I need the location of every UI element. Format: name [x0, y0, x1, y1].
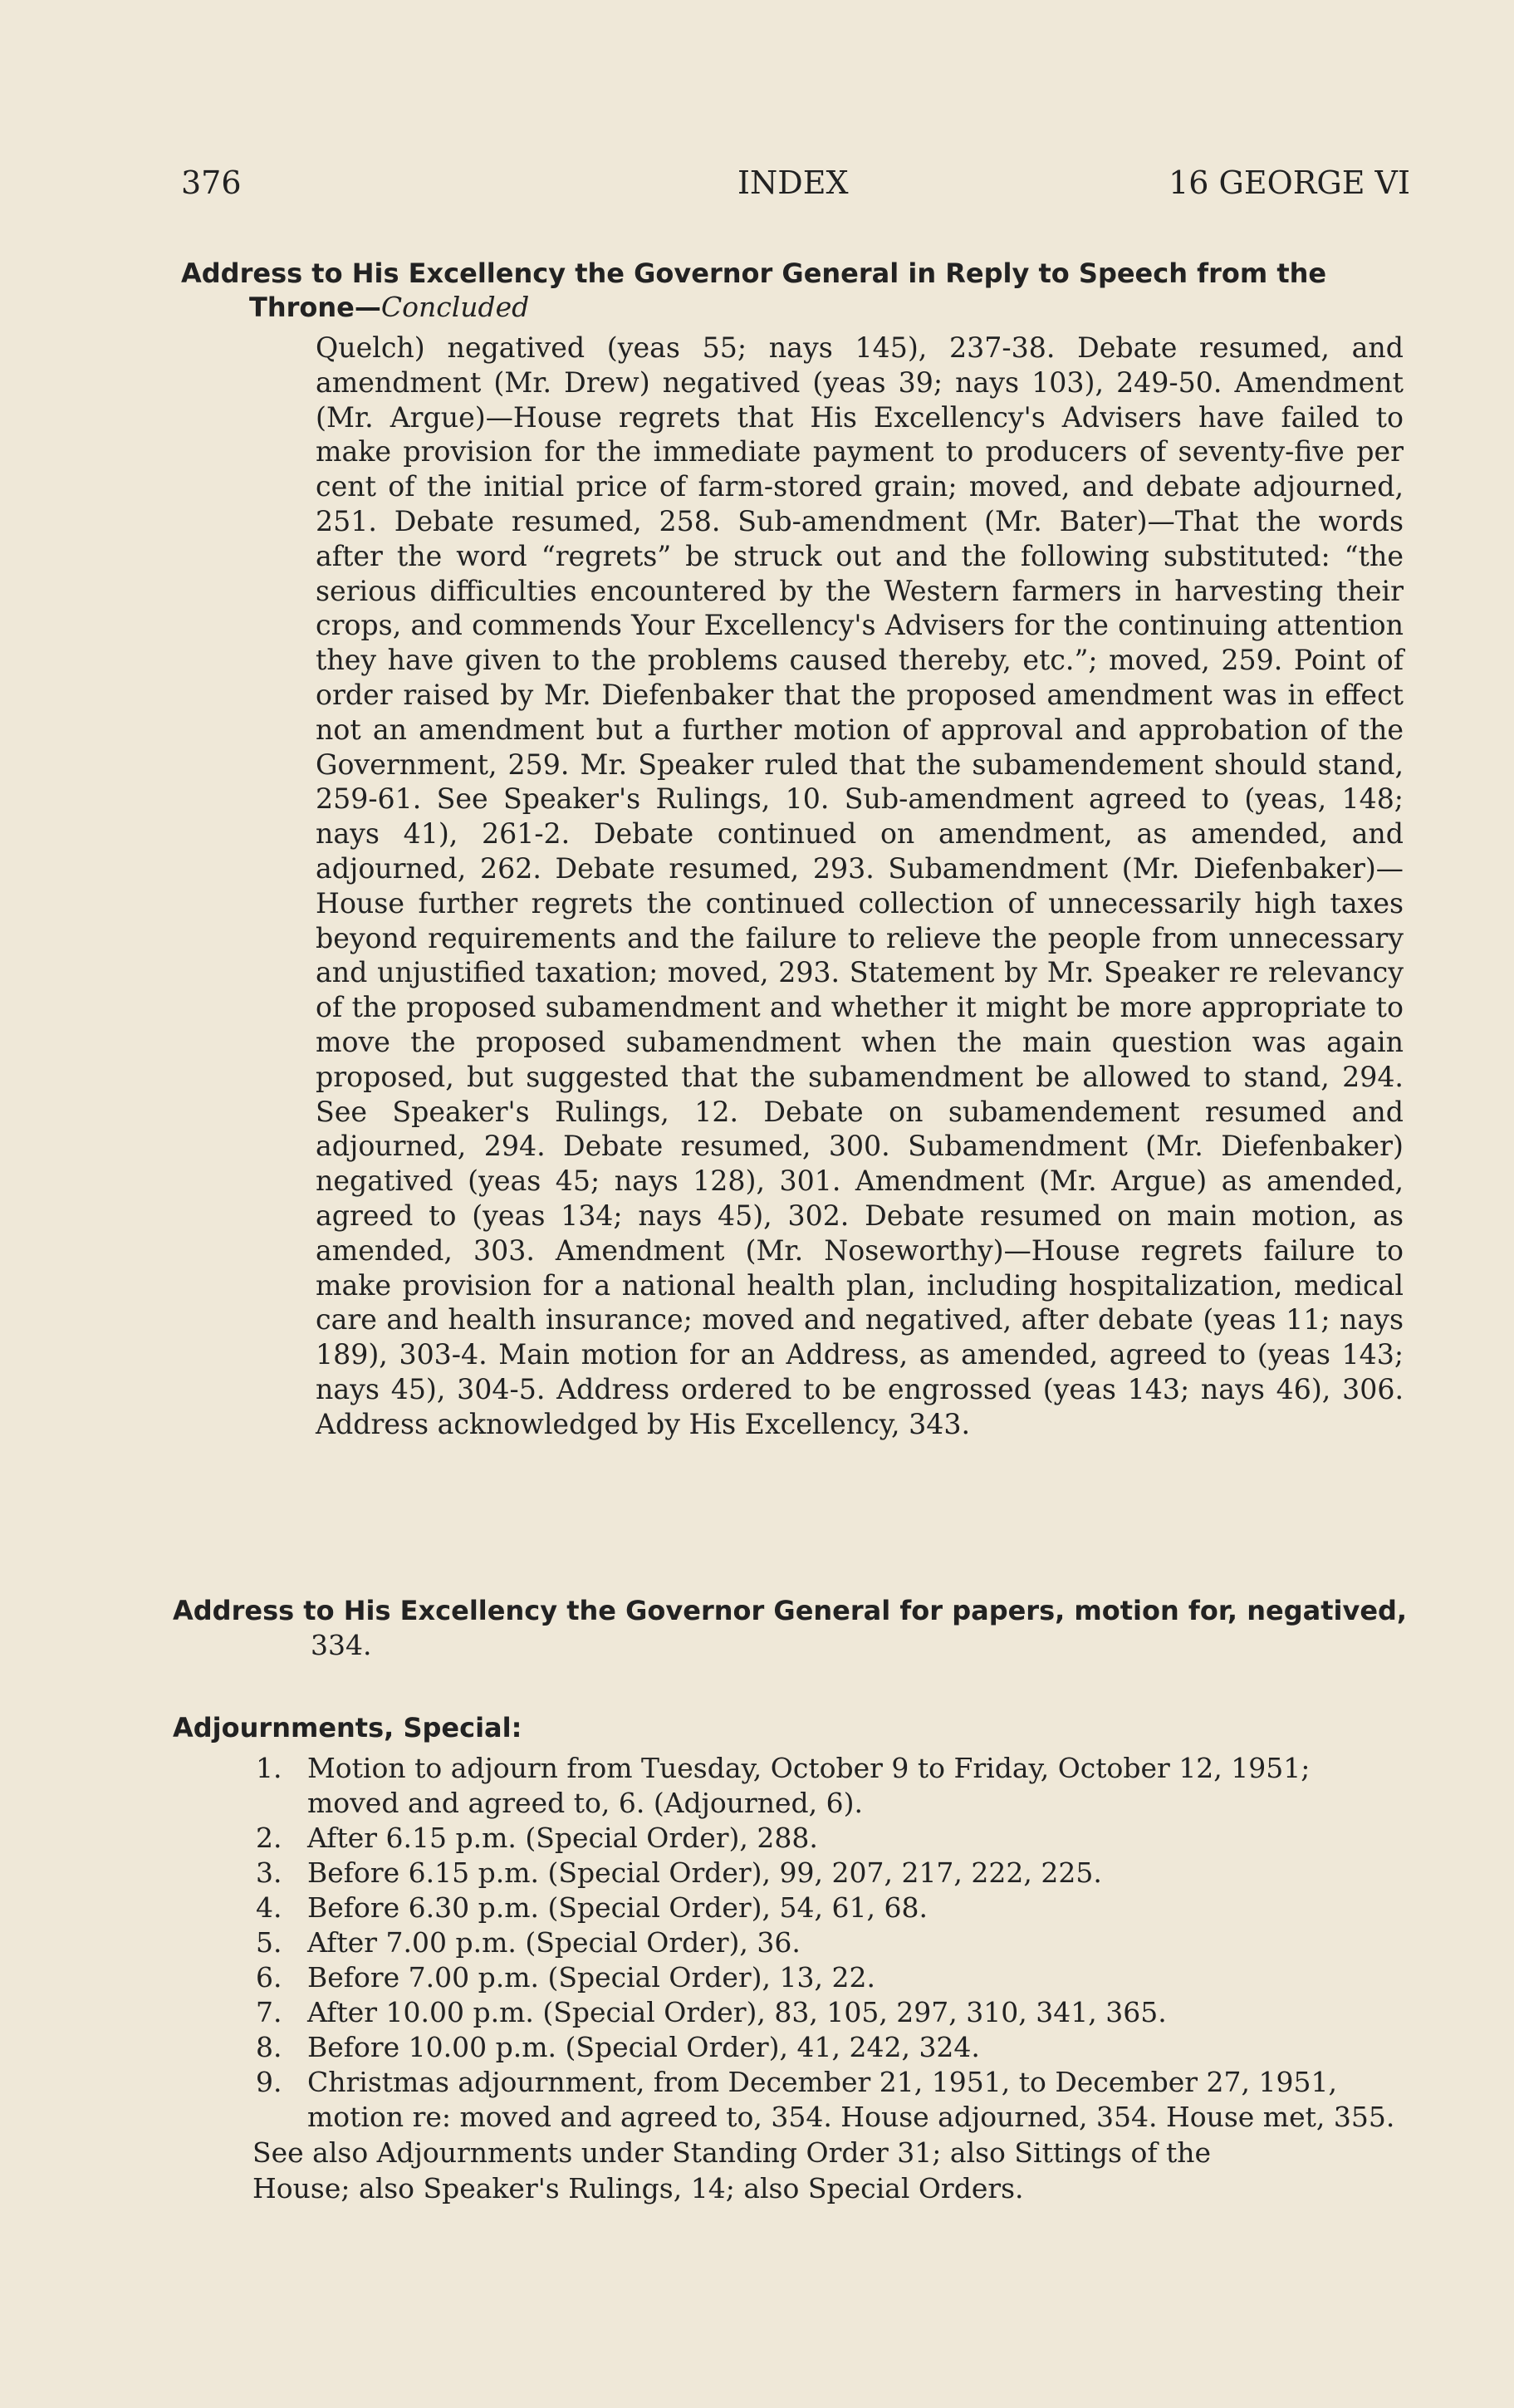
see-also-line: See also Adjournments under Standing Order 31; also Sittings of the — [252, 2136, 1212, 2169]
list-item — [173, 1856, 1410, 1891]
entry-heading: Address to His Excellency the Governor General for papers, motion for, negatived, — [173, 1595, 1408, 1626]
entry-heading: Address to His Excellency the Governor General in Reply to Speech from the — [181, 257, 1327, 289]
item-text: Motion to adjourn from Tuesday, October 9 to Friday, October 12, 1951; moved and agreed to, 6. (Adjourned, 6). — [307, 1752, 1311, 1819]
item-number: 5. — [256, 1926, 282, 1959]
concluded-label: Concluded — [380, 291, 530, 323]
adjournment-list — [173, 1751, 1410, 2135]
list-item — [173, 1960, 1410, 1995]
item-number: 7. — [256, 1996, 282, 2028]
item-number: 8. — [256, 2031, 282, 2063]
item-number: 3. — [256, 1856, 282, 1889]
header-regnal-year: 16 GEORGE VI — [1169, 164, 1410, 201]
item-text: After 6.15 p.m. (Special Order), 288. — [307, 1822, 818, 1854]
item-number: 1. — [256, 1752, 282, 1784]
item-text: Before 6.15 p.m. (Special Order), 99, 207, 217, 222, 225. — [307, 1856, 1102, 1889]
list-item — [173, 1821, 1410, 1856]
list-item — [173, 2065, 1410, 2135]
index-entry-adjournments-special — [173, 1709, 1410, 2206]
item-text: After 7.00 p.m. (Special Order), 36. — [307, 1926, 801, 1959]
index-entry-address-papers — [173, 1592, 1410, 1662]
list-item — [173, 2030, 1410, 2065]
entry-heading-continued — [181, 291, 1410, 324]
item-number: 6. — [256, 1961, 282, 1994]
index-entry-address-reply — [181, 256, 1410, 324]
list-item — [173, 1751, 1410, 1821]
entry-heading: Adjournments, Special: — [173, 1712, 522, 1743]
item-number: 4. — [256, 1891, 282, 1924]
item-text: Before 10.00 p.m. (Special Order), 41, 242, 324. — [307, 2031, 980, 2063]
list-item — [173, 1925, 1410, 1960]
page-number: 376 — [181, 164, 242, 201]
list-item — [173, 1891, 1410, 1925]
header-title: INDEX — [737, 164, 849, 201]
entry-heading-throne: Throne— — [249, 292, 381, 323]
item-number: 2. — [256, 1822, 282, 1854]
item-text: Christmas adjournment, from December 21, 1951, to December 27, 1951, motion re: moved and agreed to, 354. House adjourned, 354. House met, 355. — [307, 2066, 1395, 2133]
item-number: 9. — [256, 2066, 282, 2098]
item-text: After 10.00 p.m. (Special Order), 83, 105, 297, 310, 341, 365. — [307, 1996, 1167, 2028]
item-text: Before 7.00 p.m. (Special Order), 13, 22. — [307, 1961, 875, 1994]
see-also-line-continued: House; also Speaker's Rulings, 14; also Special Orders. — [252, 2172, 1024, 2204]
entry-body-text: Quelch) negatived (yeas 55; nays 145), 237-38. Debate resumed, and amendment (Mr. Drew) negatived (yeas 39; nays 103), 249-50. Amendment (Mr. Argue)—House regrets that His Excellency's Advisers have failed to make provision for the immediate payment to producers of seventy-five per cent of the initial price of farm-stored grain; moved, and debate adjourned, 251. Debate resumed, 258. Sub-amendment (Mr. Bater)—That the words after the word “regrets” be struck out and the following substituted: “the serious difficulties encountered by the Western farmers in harvesting their crops, and commends Your Excellency's Advisers for the continuing attention they have given to the problems caused thereby, etc.”; moved, 259. Point of order raised by Mr. Diefenbaker that the proposed amendment was in effect not an amendment but a further motion of approval and approbation of the Government, 259. Mr. Speaker ruled that the subamendement should stand, 259-61. See Speaker's Rulings, 10. Sub-amendment agreed to (yeas, 148; nays 41), 261-2. Debate continued on amendment, as amended, and adjourned, 262. Debate resumed, 293. Subamendment (Mr. Diefenbaker)—House further regrets the continued collection of unnecessarily high taxes beyond requirements and the failure to relieve the people from unnecessary and unjustified taxation; moved, 293. Statement by Mr. Speaker re relevancy of the proposed subamendment and whether it might be more appropriate to move the proposed subamendment when the main question was again proposed, but suggested that the subamendment be allowed to stand, 294. See Speaker's Rulings, 12. Debate on subamendement resumed and adjourned, 294. Debate resumed, 300. Subamendment (Mr. Diefenbaker) negatived (yeas 45; nays 128), 301. Amendment (Mr. Argue) as amended, agreed to (yeas 134; nays 45), 302. Debate resumed on main motion, as amended, 303. Amendment (Mr. Noseworthy)—House regrets failure to make provision for a national health plan, including hospitalization, medical care and health insurance; moved and negatived, after debate (yeas 11; nays 189), 303-4. Main motion for an Address, as amended, agreed to (yeas 143; nays 45), 304-5. Address ordered to be engrossed (yeas 143; nays 46), 306. Address acknowledged by His Excellency, 343. — [316, 331, 1404, 1440]
item-text: Before 6.30 p.m. (Special Order), 54, 61, 68. — [307, 1891, 928, 1924]
entry-pages: 334. — [311, 1629, 372, 1661]
list-item — [173, 1995, 1410, 2030]
page-header — [181, 164, 1410, 214]
